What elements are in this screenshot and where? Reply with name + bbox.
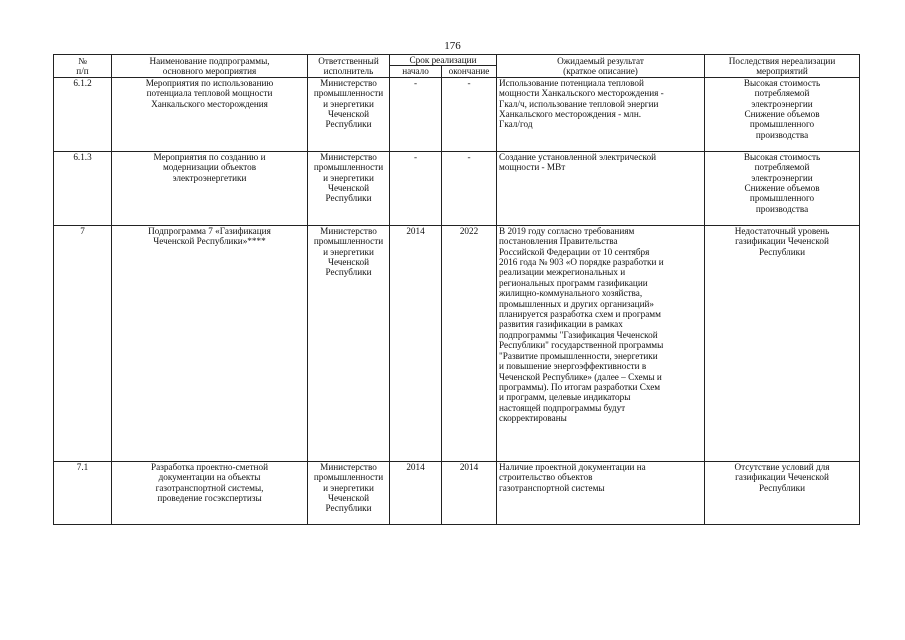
row-consequences: Высокая стоимость потребляемой электроэнергии Снижение объемов промышленного производства	[705, 77, 860, 151]
row-name: Мероприятия по созданию и модернизации объектов электроэнергетики	[112, 151, 308, 225]
header-result: Ожидаемый результат (краткое описание)	[497, 55, 705, 78]
header-consequences: Последствия нереализации мероприятий	[705, 55, 860, 78]
header-start: начало	[390, 66, 442, 77]
row-consequences: Высокая стоимость потребляемой электроэнергии Снижение объемов промышленного производства	[705, 151, 860, 225]
row-start: -	[390, 77, 442, 151]
table-row	[54, 225, 860, 461]
row-num: 6.1.3	[54, 151, 112, 225]
table-body	[54, 77, 860, 524]
row-result: Использование потенциала тепловой мощности Ханкальского месторождения - Гкал/ч, использование тепловой энергии Ханкальского месторождения - млн. Гкал/год	[497, 77, 705, 151]
table-row	[54, 461, 860, 524]
row-name: Мероприятия по использованию потенциала тепловой мощности Ханкальского месторождения	[112, 77, 308, 151]
row-responsible: Министерство промышленности и энергетики Чеченской Республики	[308, 225, 390, 461]
row-result: Создание установленной электрической мощности - МВт	[497, 151, 705, 225]
row-end: -	[442, 151, 497, 225]
row-num: 7.1	[54, 461, 112, 524]
row-name: Разработка проектно-сметной документации на объекты газотранспортной системы, проведение госэкспертизы	[112, 461, 308, 524]
header-num: № п/п	[54, 55, 112, 78]
row-start: -	[390, 151, 442, 225]
header-responsible: Ответственный исполнитель	[308, 55, 390, 78]
row-start: 2014	[390, 225, 442, 461]
row-responsible: Министерство промышленности и энергетики Чеченской Республики	[308, 77, 390, 151]
row-responsible: Министерство промышленности и энергетики Чеченской Республики	[308, 151, 390, 225]
row-consequences: Отсутствие условий для газификации Чеченской Республики	[705, 461, 860, 524]
header-end: окончание	[442, 66, 497, 77]
row-result: В 2019 году согласно требованиям постановления Правительства Российской Федерации от 10 сентября 2016 года № 903 «О порядке разработки и реализации межрегиональных и региональных программ газификации жилищно-коммунального хозяйства, промышленных и других организаций» планируется разработка схем и программ развития газификации в рамках подпрограммы "Газификация Чеченской Республики" государственной программы "Развитие промышленности, энергетики и повышение энергоэффективности в Чеченской Республике» (далее – Схемы и программы). По итогам разработки Схем и программ, целевые индикаторы настоящей подпрограммы будут скорректированы	[497, 225, 705, 461]
page-number: 176	[444, 40, 461, 52]
header-period: Срок реализации	[390, 55, 497, 66]
row-consequences: Недостаточный уровень газификации Чеченской Республики	[705, 225, 860, 461]
program-table	[53, 54, 860, 525]
row-start: 2014	[390, 461, 442, 524]
row-end: -	[442, 77, 497, 151]
row-end: 2022	[442, 225, 497, 461]
table-row	[54, 77, 860, 151]
row-responsible: Министерство промышленности и энергетики Чеченской Республики	[308, 461, 390, 524]
table-row	[54, 151, 860, 225]
header-name: Наименование подпрограммы, основного мероприятия	[112, 55, 308, 78]
row-result: Наличие проектной документации на строительство объектов газотранспортной системы	[497, 461, 705, 524]
row-num: 6.1.2	[54, 77, 112, 151]
row-name: Подпрограмма 7 «Газификация Чеченской Республики»****	[112, 225, 308, 461]
table-header	[54, 55, 860, 78]
row-num: 7	[54, 225, 112, 461]
row-end: 2014	[442, 461, 497, 524]
